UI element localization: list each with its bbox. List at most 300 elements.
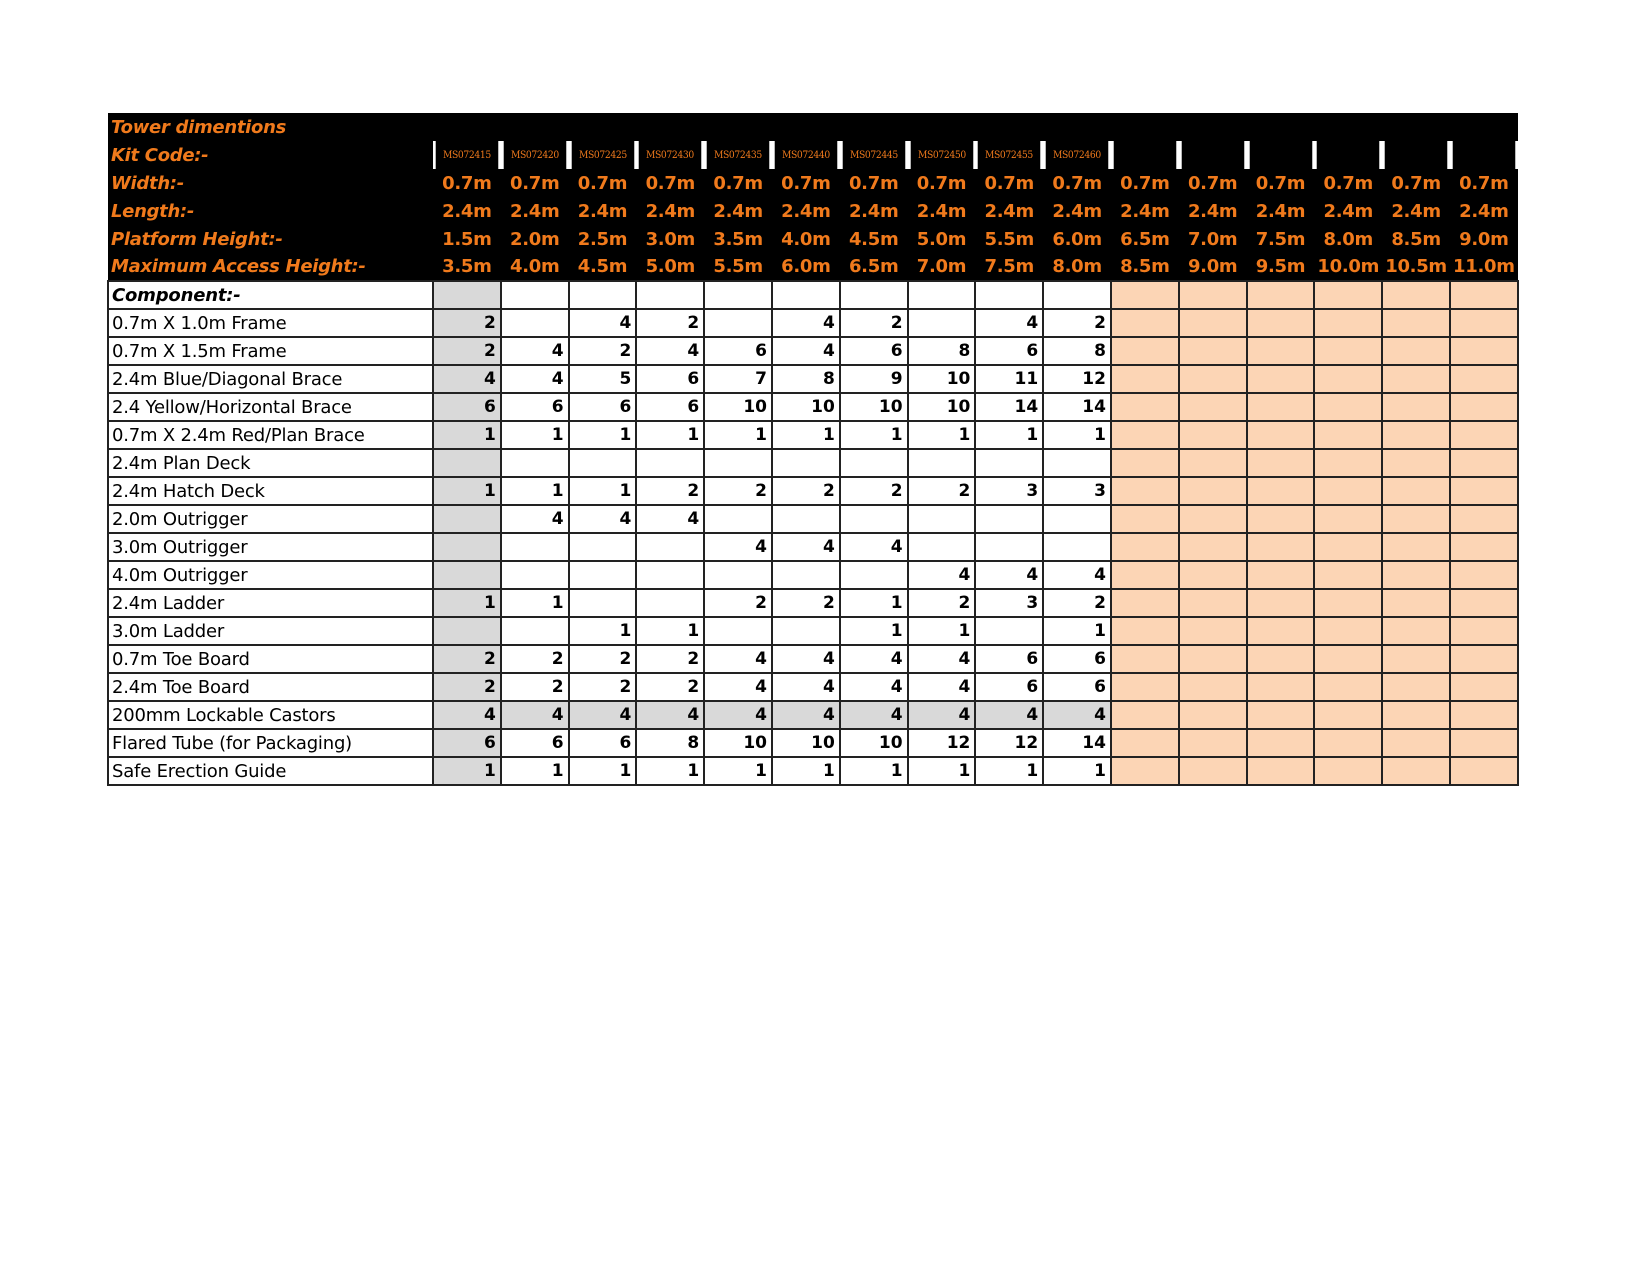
quantity-cell — [1450, 449, 1518, 477]
platform-height-cell: 5.5m — [975, 225, 1043, 253]
width-cell: 0.7m — [1247, 169, 1315, 197]
quantity-cell — [1179, 449, 1247, 477]
title-label: Tower dimentions — [108, 113, 433, 141]
quantity-cell: 6 — [840, 337, 908, 365]
quantity-cell — [704, 309, 772, 337]
quantity-cell — [1314, 645, 1382, 673]
quantity-cell — [1382, 561, 1450, 589]
quantity-cell: 4 — [975, 309, 1043, 337]
quantity-cell — [1247, 421, 1315, 449]
quantity-cell — [1450, 673, 1518, 701]
header-blank-cell — [908, 113, 976, 141]
quantity-cell — [501, 533, 569, 561]
quantity-cell — [704, 561, 772, 589]
quantity-cell — [501, 561, 569, 589]
max-access-height-cell: 5.0m — [636, 253, 704, 281]
quantity-cell — [1179, 729, 1247, 757]
quantity-cell — [569, 589, 637, 617]
quantity-cell — [1450, 589, 1518, 617]
quantity-cell: 6 — [569, 729, 637, 757]
quantity-cell: 1 — [501, 589, 569, 617]
table-cell — [433, 281, 501, 309]
quantity-cell — [704, 505, 772, 533]
width-row — [108, 169, 1518, 197]
quantity-cell — [1111, 561, 1179, 589]
quantity-cell: 4 — [501, 505, 569, 533]
quantity-cell: 1 — [501, 477, 569, 505]
quantity-cell — [908, 309, 976, 337]
component-row — [108, 533, 1518, 561]
quantity-cell: 2 — [1043, 589, 1111, 617]
quantity-cell — [1111, 421, 1179, 449]
quantity-cell: 4 — [772, 673, 840, 701]
quantity-cell — [636, 589, 704, 617]
quantity-cell — [1179, 393, 1247, 421]
quantity-cell: 3 — [1043, 477, 1111, 505]
quantity-cell — [636, 449, 704, 477]
table-cell — [501, 281, 569, 309]
quantity-cell — [1314, 505, 1382, 533]
quantity-cell: 10 — [908, 393, 976, 421]
quantity-cell — [1314, 589, 1382, 617]
quantity-cell — [1314, 365, 1382, 393]
kit-code-cell: MS072435 — [707, 141, 769, 169]
component-label: 0.7m X 2.4m Red/Plan Brace — [108, 421, 433, 449]
quantity-cell — [433, 449, 501, 477]
quantity-cell — [433, 505, 501, 533]
table-cell — [1043, 281, 1111, 309]
quantity-cell — [1043, 505, 1111, 533]
quantity-cell — [1179, 589, 1247, 617]
quantity-cell: 4 — [975, 561, 1043, 589]
quantity-cell: 10 — [704, 729, 772, 757]
max-access-height-cell: 7.5m — [975, 253, 1043, 281]
quantity-cell: 7 — [704, 365, 772, 393]
quantity-cell — [1179, 533, 1247, 561]
max-access-height-row — [108, 253, 1518, 281]
platform-height-cell: 6.0m — [1043, 225, 1111, 253]
quantity-cell — [569, 561, 637, 589]
quantity-cell: 8 — [772, 365, 840, 393]
max-access-height-cell: 8.5m — [1111, 253, 1179, 281]
quantity-cell — [1179, 673, 1247, 701]
quantity-cell — [908, 533, 976, 561]
quantity-cell — [1179, 701, 1247, 729]
quantity-cell — [501, 617, 569, 645]
quantity-cell: 8 — [636, 729, 704, 757]
quantity-cell: 12 — [1043, 365, 1111, 393]
quantity-cell — [1111, 533, 1179, 561]
quantity-cell: 1 — [840, 757, 908, 785]
component-label: 4.0m Outrigger — [108, 561, 433, 589]
quantity-cell — [1314, 309, 1382, 337]
header-blank-cell — [704, 113, 772, 141]
width-cell: 0.7m — [840, 169, 908, 197]
component-row — [108, 421, 1518, 449]
quantity-cell: 2 — [636, 477, 704, 505]
table-cell — [1314, 281, 1382, 309]
quantity-cell: 1 — [433, 477, 501, 505]
quantity-cell — [1314, 617, 1382, 645]
max-access-height-cell: 5.5m — [704, 253, 772, 281]
quantity-cell — [1179, 617, 1247, 645]
quantity-cell — [908, 505, 976, 533]
quantity-cell — [1247, 757, 1315, 785]
quantity-cell — [1450, 309, 1518, 337]
quantity-cell: 14 — [1043, 393, 1111, 421]
quantity-cell — [569, 449, 637, 477]
component-label: 0.7m X 1.0m Frame — [108, 309, 433, 337]
quantity-cell: 1 — [569, 477, 637, 505]
component-row — [108, 561, 1518, 589]
quantity-cell — [1314, 533, 1382, 561]
component-row — [108, 505, 1518, 533]
component-label: 0.7m X 1.5m Frame — [108, 337, 433, 365]
quantity-cell — [1043, 533, 1111, 561]
kit-code-label: Kit Code:- — [108, 141, 433, 169]
table-cell — [975, 281, 1043, 309]
quantity-cell: 4 — [501, 337, 569, 365]
length-cell: 2.4m — [636, 197, 704, 225]
component-label: 0.7m Toe Board — [108, 645, 433, 673]
width-cell: 0.7m — [1382, 169, 1450, 197]
width-cell: 0.7m — [908, 169, 976, 197]
quantity-cell — [1382, 673, 1450, 701]
quantity-cell: 3 — [975, 477, 1043, 505]
quantity-cell — [1111, 365, 1179, 393]
quantity-cell: 2 — [433, 645, 501, 673]
quantity-cell — [1382, 393, 1450, 421]
length-cell: 2.4m — [1179, 197, 1247, 225]
quantity-cell: 4 — [840, 645, 908, 673]
length-cell: 2.4m — [1043, 197, 1111, 225]
quantity-cell — [975, 533, 1043, 561]
width-cell: 0.7m — [569, 169, 637, 197]
component-title: Component:- — [108, 281, 433, 309]
quantity-cell — [1179, 505, 1247, 533]
component-row — [108, 393, 1518, 421]
quantity-cell: 3 — [975, 589, 1043, 617]
table-cell — [1382, 281, 1450, 309]
quantity-cell — [433, 533, 501, 561]
width-cell: 0.7m — [433, 169, 501, 197]
quantity-cell: 4 — [636, 701, 704, 729]
quantity-cell: 1 — [569, 617, 637, 645]
quantity-cell — [1179, 645, 1247, 673]
quantity-cell: 2 — [433, 337, 501, 365]
quantity-cell: 1 — [636, 617, 704, 645]
header-blank-cell — [636, 113, 704, 141]
quantity-cell: 1 — [908, 757, 976, 785]
quantity-cell — [1111, 673, 1179, 701]
quantity-cell: 6 — [704, 337, 772, 365]
quantity-cell — [1179, 421, 1247, 449]
quantity-cell: 6 — [569, 393, 637, 421]
width-cell: 0.7m — [1043, 169, 1111, 197]
quantity-cell — [1111, 757, 1179, 785]
kit-code-cell: MS072450 — [910, 141, 972, 169]
max-access-height-cell: 8.0m — [1043, 253, 1111, 281]
quantity-cell — [1179, 561, 1247, 589]
length-cell: 2.4m — [1382, 197, 1450, 225]
quantity-cell: 2 — [704, 589, 772, 617]
quantity-cell — [1314, 337, 1382, 365]
width-cell: 0.7m — [636, 169, 704, 197]
kit-code-cell: MS072440 — [775, 141, 837, 169]
quantity-cell — [772, 617, 840, 645]
quantity-cell — [704, 617, 772, 645]
length-cell: 2.4m — [433, 197, 501, 225]
quantity-cell: 4 — [772, 533, 840, 561]
quantity-cell: 2 — [1043, 309, 1111, 337]
quantity-cell: 4 — [908, 673, 976, 701]
max-access-height-cell: 6.5m — [840, 253, 908, 281]
quantity-cell: 1 — [1043, 421, 1111, 449]
quantity-cell: 4 — [704, 701, 772, 729]
quantity-cell: 4 — [908, 701, 976, 729]
quantity-cell — [1247, 449, 1315, 477]
max-access-height-cell: 11.0m — [1450, 253, 1518, 281]
quantity-cell: 4 — [636, 337, 704, 365]
quantity-cell: 8 — [1043, 337, 1111, 365]
quantity-cell — [1247, 365, 1315, 393]
width-cell: 0.7m — [975, 169, 1043, 197]
quantity-cell: 1 — [1043, 617, 1111, 645]
quantity-cell — [840, 561, 908, 589]
quantity-cell — [1314, 673, 1382, 701]
quantity-cell: 4 — [975, 701, 1043, 729]
quantity-cell — [1450, 757, 1518, 785]
quantity-cell — [1247, 309, 1315, 337]
quantity-cell: 6 — [433, 393, 501, 421]
quantity-cell: 6 — [1043, 645, 1111, 673]
quantity-cell — [1247, 589, 1315, 617]
quantity-cell: 6 — [636, 365, 704, 393]
quantity-cell: 2 — [908, 589, 976, 617]
platform-height-label: Platform Height:- — [108, 225, 433, 253]
quantity-cell — [975, 449, 1043, 477]
table-cell — [840, 281, 908, 309]
kit-code-cell: MS072415 — [436, 141, 498, 169]
platform-height-cell: 7.0m — [1179, 225, 1247, 253]
header-blank-cell — [975, 113, 1043, 141]
length-cell: 2.4m — [772, 197, 840, 225]
kit-code-row — [108, 141, 1518, 169]
table-cell — [908, 281, 976, 309]
quantity-cell — [1382, 421, 1450, 449]
quantity-cell — [1382, 533, 1450, 561]
quantity-cell: 4 — [704, 645, 772, 673]
quantity-cell: 1 — [840, 421, 908, 449]
quantity-cell: 1 — [908, 617, 976, 645]
max-access-height-cell: 3.5m — [433, 253, 501, 281]
quantity-cell: 8 — [908, 337, 976, 365]
quantity-cell: 2 — [704, 477, 772, 505]
length-row — [108, 197, 1518, 225]
kit-code-cell — [1181, 141, 1243, 169]
quantity-cell: 14 — [1043, 729, 1111, 757]
component-row — [108, 365, 1518, 393]
length-label: Length:- — [108, 197, 433, 225]
component-row — [108, 589, 1518, 617]
quantity-cell: 4 — [704, 673, 772, 701]
quantity-cell: 10 — [772, 393, 840, 421]
length-cell: 2.4m — [1111, 197, 1179, 225]
quantity-cell — [433, 617, 501, 645]
quantity-cell: 10 — [840, 729, 908, 757]
quantity-cell — [1450, 617, 1518, 645]
max-access-height-cell: 7.0m — [908, 253, 976, 281]
component-row — [108, 309, 1518, 337]
component-label: Flared Tube (for Packaging) — [108, 729, 433, 757]
quantity-cell: 1 — [433, 421, 501, 449]
quantity-cell — [1247, 393, 1315, 421]
length-cell: 2.4m — [704, 197, 772, 225]
quantity-cell: 4 — [636, 505, 704, 533]
header-blank-cell — [433, 113, 501, 141]
width-label: Width:- — [108, 169, 433, 197]
kit-code-cell — [1453, 141, 1515, 169]
quantity-cell — [1382, 505, 1450, 533]
component-title-row — [108, 281, 1518, 309]
quantity-cell — [1247, 477, 1315, 505]
max-access-height-label: Maximum Access Height:- — [108, 253, 433, 281]
quantity-cell: 2 — [433, 309, 501, 337]
quantity-cell — [569, 533, 637, 561]
quantity-cell — [1179, 757, 1247, 785]
quantity-cell — [1450, 365, 1518, 393]
quantity-cell: 1 — [501, 421, 569, 449]
quantity-cell: 2 — [636, 673, 704, 701]
quantity-cell — [772, 505, 840, 533]
quantity-cell: 6 — [501, 729, 569, 757]
quantity-cell — [636, 561, 704, 589]
platform-height-cell: 5.0m — [908, 225, 976, 253]
length-cell: 2.4m — [908, 197, 976, 225]
quantity-cell: 4 — [501, 701, 569, 729]
quantity-cell: 6 — [975, 673, 1043, 701]
component-label: 2.4 Yellow/Horizontal Brace — [108, 393, 433, 421]
quantity-cell — [1382, 365, 1450, 393]
quantity-cell — [501, 449, 569, 477]
component-row — [108, 673, 1518, 701]
component-label: 2.4m Plan Deck — [108, 449, 433, 477]
quantity-cell: 1 — [840, 617, 908, 645]
platform-height-cell: 2.0m — [501, 225, 569, 253]
quantity-cell: 10 — [840, 393, 908, 421]
quantity-cell: 2 — [772, 477, 840, 505]
quantity-cell — [1111, 645, 1179, 673]
max-access-height-cell: 4.0m — [501, 253, 569, 281]
quantity-cell — [1450, 477, 1518, 505]
quantity-cell — [704, 449, 772, 477]
component-row — [108, 645, 1518, 673]
quantity-cell: 12 — [908, 729, 976, 757]
quantity-cell — [1111, 309, 1179, 337]
component-label: 200mm Lockable Castors — [108, 701, 433, 729]
quantity-cell — [1382, 449, 1450, 477]
quantity-cell — [1314, 421, 1382, 449]
quantity-cell: 1 — [433, 589, 501, 617]
quantity-cell — [1450, 729, 1518, 757]
table-cell — [1179, 281, 1247, 309]
quantity-cell: 4 — [908, 645, 976, 673]
component-label: 2.4m Ladder — [108, 589, 433, 617]
tower-table — [107, 113, 1519, 786]
quantity-cell: 1 — [840, 589, 908, 617]
component-label: 2.0m Outrigger — [108, 505, 433, 533]
quantity-cell: 6 — [975, 337, 1043, 365]
table-cell — [1247, 281, 1315, 309]
quantity-cell: 14 — [975, 393, 1043, 421]
quantity-cell: 1 — [569, 421, 637, 449]
quantity-cell — [1314, 477, 1382, 505]
quantity-cell: 4 — [501, 365, 569, 393]
width-cell: 0.7m — [1179, 169, 1247, 197]
platform-height-cell: 3.0m — [636, 225, 704, 253]
quantity-cell: 4 — [772, 645, 840, 673]
quantity-cell — [1450, 337, 1518, 365]
title-row — [108, 113, 1518, 141]
header-blank-cell — [772, 113, 840, 141]
length-cell: 2.4m — [1314, 197, 1382, 225]
width-cell: 0.7m — [704, 169, 772, 197]
header-blank-cell — [1247, 113, 1315, 141]
quantity-cell: 2 — [840, 309, 908, 337]
quantity-cell: 10 — [772, 729, 840, 757]
quantity-cell: 4 — [569, 701, 637, 729]
kit-code-cell: MS072445 — [842, 141, 904, 169]
quantity-cell — [1450, 701, 1518, 729]
quantity-cell — [772, 449, 840, 477]
quantity-cell — [433, 561, 501, 589]
header-blank-cell — [501, 113, 569, 141]
kit-code-cell: MS072430 — [639, 141, 701, 169]
quantity-cell — [1111, 617, 1179, 645]
quantity-cell — [1314, 729, 1382, 757]
quantity-cell: 4 — [569, 505, 637, 533]
quantity-cell: 1 — [501, 757, 569, 785]
quantity-cell: 4 — [840, 673, 908, 701]
quantity-cell: 6 — [1043, 673, 1111, 701]
kit-code-cell — [1114, 141, 1176, 169]
quantity-cell: 1 — [636, 757, 704, 785]
max-access-height-cell: 9.0m — [1179, 253, 1247, 281]
component-label: 2.4m Blue/Diagonal Brace — [108, 365, 433, 393]
table-cell — [772, 281, 840, 309]
tower-components-sheet — [107, 113, 1519, 786]
platform-height-cell: 9.0m — [1450, 225, 1518, 253]
quantity-cell — [1179, 337, 1247, 365]
quantity-cell: 6 — [975, 645, 1043, 673]
platform-height-cell: 2.5m — [569, 225, 637, 253]
quantity-cell: 4 — [772, 701, 840, 729]
component-row — [108, 757, 1518, 785]
quantity-cell: 1 — [704, 421, 772, 449]
quantity-cell — [1314, 449, 1382, 477]
component-label: 2.4m Hatch Deck — [108, 477, 433, 505]
width-cell: 0.7m — [1111, 169, 1179, 197]
quantity-cell — [1179, 477, 1247, 505]
quantity-cell: 2 — [636, 309, 704, 337]
length-cell: 2.4m — [1450, 197, 1518, 225]
quantity-cell: 1 — [908, 421, 976, 449]
quantity-cell: 6 — [433, 729, 501, 757]
quantity-cell — [1382, 617, 1450, 645]
platform-height-cell: 3.5m — [704, 225, 772, 253]
platform-height-row — [108, 225, 1518, 253]
quantity-cell — [1450, 421, 1518, 449]
